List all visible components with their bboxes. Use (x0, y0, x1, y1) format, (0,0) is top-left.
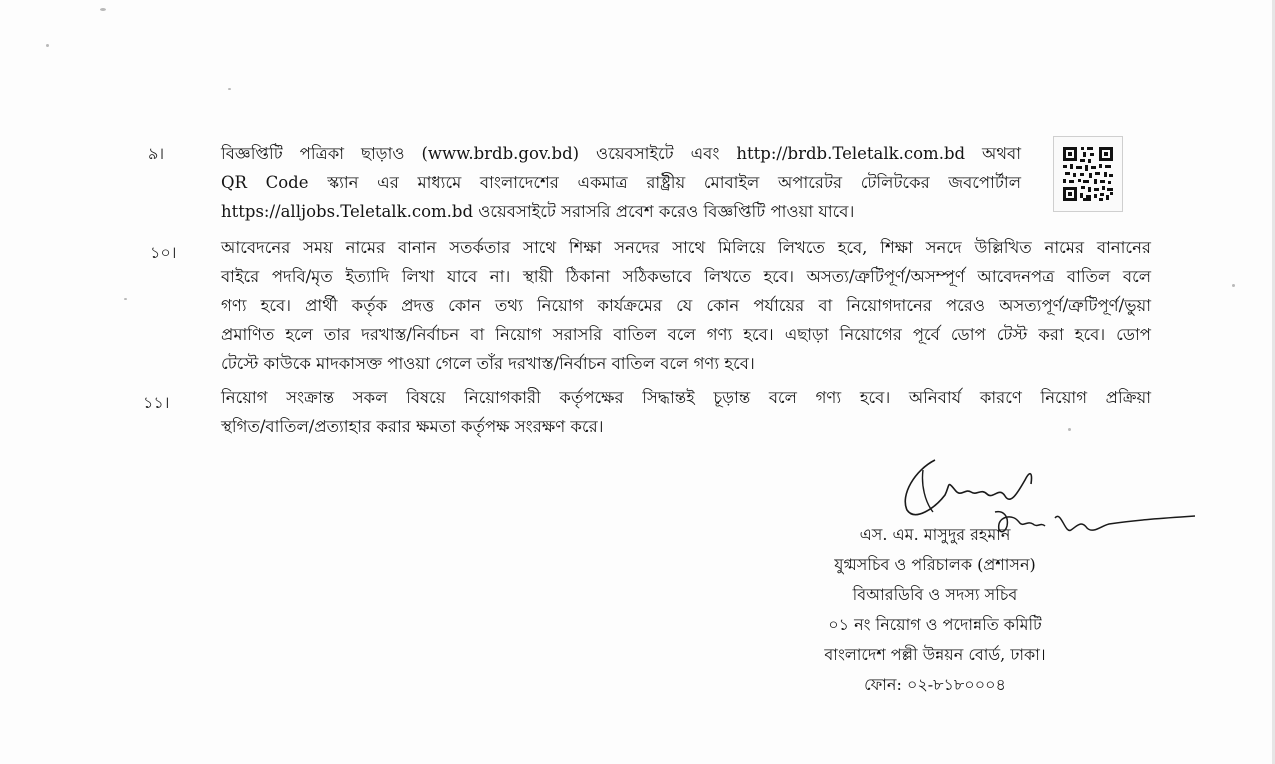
qr-code-graphic (1061, 145, 1115, 203)
item-line: গণ্য হবে। প্রার্থী কর্তৃক প্রদত্ত কোন তথ্য নিয়োগ কার্যক্রমের যে কোন পর্যায়ের বা নিয়োগদানের পরেও অসত্যপূর্ণ/ত্রুটিপূর্ণ/ভুয়া (221, 296, 1151, 315)
qr-code-icon[interactable] (1053, 136, 1123, 212)
item-10-text (221, 233, 1151, 378)
signatory-committee: ০১ নং নিয়োগ ও পদোন্নতি কমিটি (828, 615, 1042, 634)
signatory-block (780, 520, 1090, 700)
scan-speck (124, 298, 127, 300)
item-11-text (221, 383, 1151, 441)
item-line: স্থগিত/বাতিল/প্রত্যাহার করার ক্ষমতা কর্তৃপক্ষ সংরক্ষণ করে। (221, 417, 604, 436)
signatory-office: বাংলাদেশ পল্লী উন্নয়ন বোর্ড, ঢাকা। (824, 645, 1046, 664)
signatory-designation: যুগ্মসচিব ও পরিচালক (প্রশাসন) (834, 555, 1036, 574)
item-line: টেস্টে কাউকে মাদকাসক্ত পাওয়া গেলে তাঁর দরখাস্ত/নির্বাচন বাতিল বলে গণ্য হবে। (221, 354, 755, 373)
item-line: আবেদনের সময় নামের বানান সতর্কতার সাথে শিক্ষা সনদের সাথে মিলিয়ে লিখতে হবে, শিক্ষা সনদে উল্লিখিত নামের বানানের (221, 238, 1151, 257)
item-line: প্রমাণিত হলে তার দরখাস্ত/নির্বাচন বা নিয়োগ সরাসরি বাতিল বলে গণ্য হবে। এছাড়া নিয়োগের পূর্বে ডোপ টেস্ট করা হবে। ডোপ (221, 325, 1151, 344)
item-number: ১০। (150, 243, 177, 262)
item-number: ১১। (143, 393, 170, 412)
signatory-phone: ফোন: ০২-৮১৮০০০৪ (864, 675, 1006, 694)
item-line: QR Code স্ক্যান এর মাধ্যমে বাংলাদেশের একমাত্র রাষ্ট্রীয় মোবাইল অপারেটর টেলিটকের জবপোর্টাল (221, 173, 1021, 192)
scan-speck (100, 8, 106, 11)
item-line: নিয়োগ সংক্রান্ত সকল বিষয়ে নিয়োগকারী কর্তৃপক্ষের সিদ্ধান্তই চূড়ান্ত বলে গণ্য হবে। অনিবার্য কারণে নিয়োগ প্রক্রিয়া (221, 388, 1151, 407)
scan-speck (1232, 284, 1235, 287)
item-line: https://alljobs.Teletalk.com.bd ওয়েবসাইটে সরাসরি প্রবেশ করেও বিজ্ঞপ্তিটি পাওয়া যাবে। (221, 202, 855, 221)
signatory-name: এস. এম. মাসুদুর রহমান (859, 525, 1011, 544)
item-line: বাইরে পদবি/মৃত ইত্যাদি লিখা যাবে না। স্থায়ী ঠিকানা সঠিকভাবে লিখতে হবে। অসত্য/ত্রুটিপূর্ণ/অসম্পূর্ণ আবেদনপত্র বাতিল বলে (221, 267, 1151, 286)
item-9-text (221, 139, 1151, 226)
item-number: ৯। (148, 144, 165, 163)
item-line: বিজ্ঞপ্তিটি পত্রিকা ছাড়াও (www.brdb.gov.bd) ওয়েবসাইটে এবং http://brdb.Teletalk.com.bd অথবা (221, 144, 1021, 163)
scan-speck (46, 44, 49, 47)
scan-speck (228, 88, 231, 90)
signatory-org: বিআরডিবি ও সদস্য সচিব (852, 585, 1018, 604)
